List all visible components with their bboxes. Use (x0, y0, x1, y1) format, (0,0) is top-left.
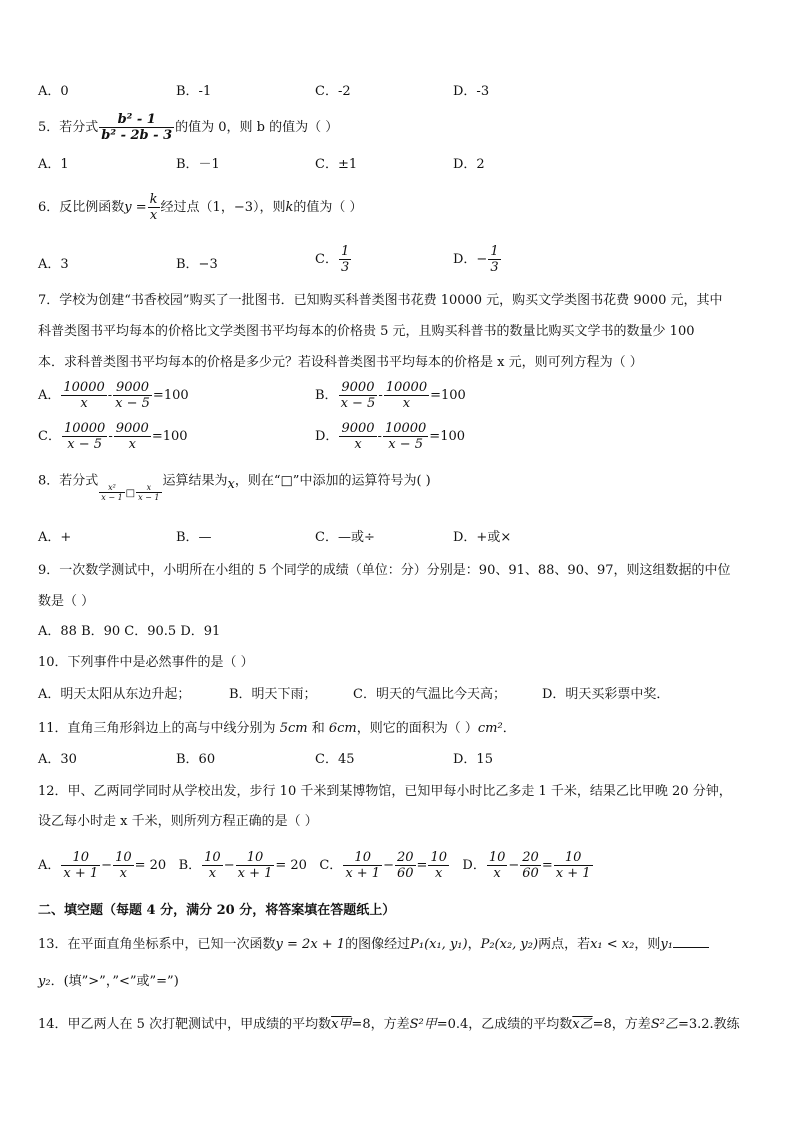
q12-d-frac2 (520, 850, 541, 881)
q12-option-b (178, 850, 307, 881)
q7-d-label: D． (315, 429, 339, 444)
q7-c-op: - (108, 429, 113, 444)
q7-c-d2: x (128, 437, 136, 452)
q14-prefix: 14．甲乙两人在 5 次打靶测试中，甲成绩的平均数 (38, 1017, 332, 1032)
q12-d-frac1 (487, 850, 508, 881)
q5-option-a: A．1 (38, 157, 69, 172)
q12-d-n2: 20 (522, 850, 539, 865)
q12-b-op: − (223, 858, 235, 873)
q7-c-frac2 (114, 421, 151, 452)
q7-c-n1: 10000 (63, 421, 106, 436)
q11-unit: cm² (477, 721, 503, 736)
q14-mean-jia: x甲 (331, 1017, 352, 1032)
q4-option-b: B．-1 (176, 84, 212, 99)
q12-c-n1: 10 (343, 850, 382, 866)
q12-c-d3: x (435, 866, 443, 881)
q5-fraction (99, 112, 174, 143)
q8-option-d: D．+或× (453, 530, 512, 545)
q6-option-d (453, 244, 502, 275)
q7-line1: 7．学校为创建“书香校园”购买了一批图书．已知购买科普类图书花费 10000 元，购买文学类图书花费 9000 元，其中 (38, 293, 723, 308)
q7-d-d2: x − 5 (388, 437, 423, 452)
q7-d-op: - (377, 429, 382, 444)
q9-line1: 9．一次数学测试中，小明所在小组的 5 个同学的成绩（单位：分）分别是：90、91、88、90、97，则这组数据的中位 (38, 563, 731, 578)
q12-d-d1: x (493, 866, 501, 881)
q12-c-op: − (383, 858, 394, 873)
q7-d-rhs: =100 (429, 429, 466, 444)
q7-b-rhs: =100 (430, 388, 466, 403)
q7-a-frac1 (61, 380, 106, 411)
q12-c-frac3 (428, 850, 449, 881)
q12-c-n2: 20 (396, 850, 414, 865)
q12-options (38, 850, 594, 881)
q12-d-n1: 10 (488, 850, 506, 865)
q8-expression (98, 483, 162, 503)
q12-d-frac3 (554, 850, 593, 881)
q8-suffix: 运算结果为 (162, 473, 228, 489)
q12-a-op: − (101, 858, 113, 873)
q13-y2: y₂ (38, 974, 51, 989)
q7-c-frac1 (62, 421, 107, 452)
q12-b-frac1 (202, 850, 223, 881)
q12-c-label: C． (319, 858, 343, 873)
q12-c-d1: x + 1 (345, 866, 381, 881)
q7-option-a (38, 380, 189, 411)
q5-denominator: b² - 2b - 3 (101, 128, 173, 143)
q10-option-a: A．明天太阳从东边升起； (38, 687, 191, 702)
q8-box: □ (125, 488, 136, 499)
q7-a-n2: 9000 (113, 380, 152, 396)
q11-suffix: ，则它的面积为（ ） (356, 721, 478, 736)
q7-a-d1: x (80, 396, 88, 411)
q7-option-d (315, 421, 465, 452)
q7-b-d2: x (402, 396, 411, 411)
q13-answer-blank[interactable] (673, 935, 709, 948)
q13-mid: 的图像经过 (345, 937, 411, 952)
q7-line3: 本．求科普类图书平均每本的价格是多少元？若设科普类图书平均每本的价格是 x 元，则可列方程为（ ） (38, 355, 643, 370)
q5-option-b: B．－1 (176, 157, 220, 172)
q12-line2: 设乙每小时走 x 千米，则所列方程正确的是（ ） (38, 814, 318, 829)
question-13 (38, 935, 709, 954)
q8-n1: x² (99, 483, 124, 493)
q14-var-jia: S²甲 (409, 1017, 437, 1032)
question-14 (38, 1016, 740, 1034)
q12-option-d (462, 850, 593, 881)
q6-numerator: k (149, 192, 158, 207)
q13-sep: ， (467, 937, 481, 952)
q12-b-frac2 (236, 850, 275, 881)
q10-line1: 10．下列事件中是必然事件的是（ ） (38, 655, 254, 670)
q4-option-a: A．0 (38, 84, 69, 99)
q7-b-n2: 10000 (385, 380, 428, 395)
q7-b-label: B． (315, 388, 338, 403)
q7-c-n2: 9000 (115, 421, 149, 436)
q12-d-label: D． (462, 858, 486, 873)
q8-frac1 (99, 483, 124, 502)
q12-c-frac2 (395, 850, 416, 881)
q7-d-n1: 9000 (341, 421, 375, 436)
q12-d-d2: 60 (522, 866, 539, 881)
q6-d-fraction (488, 244, 500, 275)
q13-point1: P₁(x₁, y₁) (410, 937, 468, 952)
q14-v2: =0.4，乙成绩的平均数 (436, 1017, 573, 1032)
q12-a-n1: 10 (61, 850, 100, 866)
q14-v1: =8，方差 (351, 1017, 410, 1032)
q12-b-d1: x (208, 866, 217, 881)
q12-c-frac1 (343, 850, 382, 881)
q10-option-c: C．明天的气温比今天高； (353, 687, 506, 702)
q12-d-eq: = (541, 858, 553, 873)
q7-option-c (38, 421, 188, 452)
q13-prefix: 13．在平面直角坐标系中，已知一次函数 (38, 937, 276, 952)
q6-d-den: 3 (490, 260, 499, 275)
q7-a-rhs: =100 (152, 388, 189, 403)
q11-option-c: C．45 (315, 752, 355, 767)
q6-suffix: 经过点（1，−3），则 (160, 200, 286, 215)
q7-b-frac2 (384, 380, 429, 411)
q7-d-n2: 10000 (384, 421, 427, 436)
q5-prefix: 5．若分式 (38, 120, 99, 135)
q4-option-c: C．-2 (315, 84, 351, 99)
q14-v4: =3.2.教练 (677, 1017, 740, 1032)
q11-median: 6cm (328, 721, 357, 736)
q13-y1: y₁ (660, 937, 673, 952)
q12-c-d2: 60 (396, 866, 414, 881)
q6-c-den: 3 (340, 260, 350, 275)
q7-line2: 科普类图书平均每本的价格比文学类图书平均每本的价格贵 5 元，且购买科普书的数量比购买文学书的数量少 100 (38, 324, 695, 339)
q7-b-op: - (378, 388, 383, 403)
q10-option-b: B．明天下雨； (229, 687, 317, 702)
q12-d-op: − (508, 858, 520, 873)
q12-c-eq: = (416, 858, 428, 873)
q12-d-d3: x + 1 (555, 866, 591, 881)
q13-condition: x₁ < x₂ (590, 937, 635, 952)
q12-c-n3: 10 (430, 850, 447, 865)
q8-d2: x − 1 (138, 493, 160, 502)
q8-frac2 (136, 483, 161, 502)
section-2-heading: 二、填空题（每题 4 分，满分 20 分，将答案填在答题纸上） (38, 903, 396, 918)
q12-b-d2: x + 1 (237, 866, 273, 881)
q5-option-c: C．±1 (315, 157, 358, 172)
question-8 (38, 471, 431, 502)
q7-b-n1: 9000 (339, 380, 378, 396)
question-6 (38, 192, 363, 223)
q12-a-rhs: = 20 (134, 858, 167, 873)
q10-option-d: D．明天买彩票中奖． (542, 687, 670, 702)
q7-a-d2: x − 5 (115, 396, 150, 411)
q8-option-b: B．— (176, 530, 212, 545)
q12-option-a (38, 850, 167, 881)
q6-k: k (285, 200, 294, 215)
q8-x: x (227, 476, 235, 492)
q8-prefix: 8．若分式 (38, 473, 99, 489)
q4-option-d: D．-3 (453, 84, 490, 99)
q12-a-d1: x + 1 (63, 866, 99, 881)
q12-option-c (319, 850, 450, 881)
q13-hint: ．(填”>”，”<”或”=”) (50, 974, 179, 989)
q5-suffix: 的值为 0，则 b 的值为（ ） (175, 120, 339, 135)
q11-prefix: 11．直角三角形斜边上的高与中线分别为 (38, 721, 276, 736)
q8-d1: x − 1 (101, 493, 123, 502)
q7-a-label: A． (38, 388, 61, 403)
q7-a-n1: 10000 (63, 380, 105, 395)
q14-v3: =8，方差 (592, 1017, 651, 1032)
question-11 (38, 720, 516, 738)
q7-d-frac2 (383, 421, 428, 452)
q13-line2 (38, 973, 179, 991)
q12-a-label: A． (38, 858, 61, 873)
q7-a-op: - (107, 388, 113, 403)
q6-y: y = (124, 200, 147, 215)
q8-option-c: C．—或÷ (315, 530, 375, 545)
q7-b-d1: x − 5 (340, 396, 376, 411)
q7-a-frac2 (113, 380, 152, 411)
q5-option-d: D．2 (453, 157, 485, 172)
q7-option-b (315, 380, 466, 411)
q12-d-n3: 10 (554, 850, 593, 866)
q11-end: ． (502, 721, 516, 736)
q12-b-n2: 10 (236, 850, 275, 866)
q12-a-d2: x (119, 866, 127, 881)
q5-numerator: b² - 1 (99, 112, 174, 128)
q9-line2: 数是（ ） (38, 594, 95, 609)
q7-c-label: C． (38, 429, 61, 444)
q6-d-num: 1 (490, 244, 499, 259)
q12-b-n1: 10 (204, 850, 221, 865)
q14-var-yi: S²乙 (650, 1017, 678, 1032)
q13-function: y = 2x + 1 (275, 937, 346, 952)
q8-option-a: A．+ (38, 530, 72, 545)
q6-prefix: 6．反比例函数 (38, 200, 125, 215)
q12-a-n2: 10 (115, 850, 132, 865)
q12-line1: 12．甲、乙两同学同时从学校出发，步行 10 千米到某博物馆，已知甲每小时比乙多走 1 千米，结果乙比甲晚 20 分钟， (38, 784, 732, 799)
q6-option-a: A．3 (38, 257, 69, 272)
q7-c-rhs: =100 (151, 429, 188, 444)
q7-c-d1: x − 5 (67, 437, 103, 452)
q8-suffix2: ，则在“□”中添加的运算符号为( ) (234, 473, 431, 489)
q8-n2: x (136, 483, 161, 493)
q11-option-d: D．15 (453, 752, 493, 767)
q6-c-fraction (339, 244, 351, 275)
q6-fraction (148, 192, 160, 223)
q7-d-d1: x (354, 437, 362, 452)
question-5 (38, 112, 338, 143)
q6-denominator: x (149, 208, 158, 223)
q6-option-b: B．−3 (176, 257, 218, 272)
q14-mean-yi: x乙 (572, 1017, 593, 1032)
q13-point2: P₂(x₂, y₂) (480, 937, 539, 952)
q12-b-label: B． (178, 858, 202, 873)
q6-c-num: 1 (340, 244, 350, 259)
q13-mid2: 两点，若 (538, 937, 591, 952)
q11-option-a: A．30 (38, 752, 77, 767)
q7-b-frac1 (339, 380, 378, 411)
q12-a-frac1 (61, 850, 100, 881)
q12-b-rhs: = 20 (275, 858, 307, 873)
q12-a-frac2 (113, 850, 134, 881)
q11-and: 和 (311, 721, 325, 736)
q6-d-label: D．− (453, 252, 488, 267)
q6-option-c (315, 244, 352, 275)
q11-height: 5cm (279, 721, 308, 736)
q6-suffix2: 的值为（ ） (293, 200, 363, 215)
q13-mid3: ，则 (634, 937, 661, 952)
q11-option-b: B．60 (176, 752, 216, 767)
q7-d-frac1 (339, 421, 376, 452)
q9-options: A．88 B．90 C．90.5 D．91 (38, 624, 221, 639)
q6-c-label: C． (315, 252, 338, 267)
